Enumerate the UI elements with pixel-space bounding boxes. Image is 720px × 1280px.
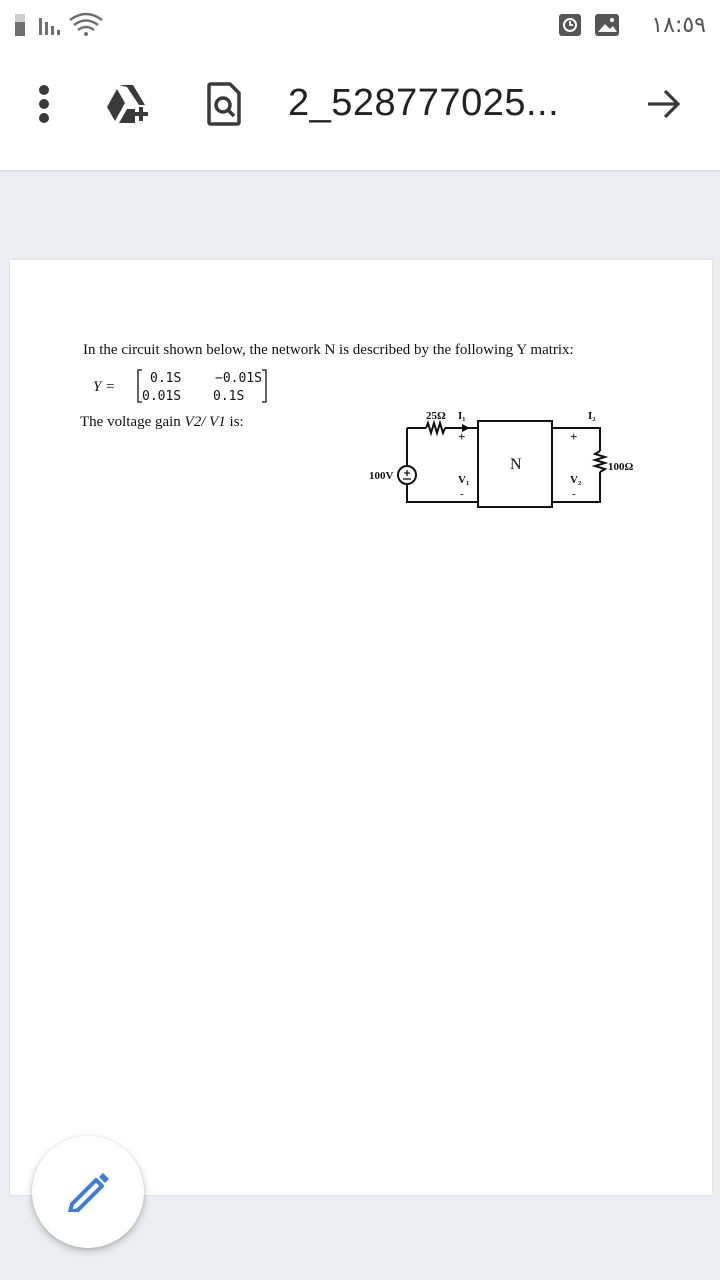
- network-label: N: [510, 456, 522, 473]
- matrix-r1c1: 0.1S: [150, 371, 182, 386]
- matrix-r1c2: −0.01S: [215, 371, 262, 386]
- v1-minus: -: [460, 488, 464, 500]
- v2-minus: -: [572, 488, 576, 500]
- v1-label: V₁: [458, 474, 470, 486]
- series-resistor: [426, 423, 445, 433]
- matrix-r2c1: 0.01S: [142, 389, 182, 404]
- question-line-2-suffix: is:: [225, 414, 244, 430]
- status-right: [557, 10, 706, 40]
- clock: ١٨:٥٩: [651, 12, 706, 38]
- load-resistor-label: 100Ω: [608, 461, 634, 473]
- source-label: 100V: [369, 470, 394, 482]
- battery-icon: [15, 14, 25, 36]
- matrix-label: Y =: [93, 379, 116, 395]
- status-left: [14, 10, 114, 40]
- question-line-2: [80, 414, 244, 431]
- question-line-1: In the circuit shown below, the network N is described by the following Y matrix:: [83, 342, 574, 358]
- voltage-gain-expr: V2/ V1: [184, 414, 226, 430]
- find-in-page-icon[interactable]: [206, 82, 242, 131]
- circuit-diagram: [360, 405, 650, 515]
- v1-plus: +: [458, 429, 466, 444]
- status-bar: [0, 0, 720, 50]
- y-matrix: [93, 366, 273, 406]
- alarm-icon: [559, 14, 581, 36]
- add-to-drive-icon[interactable]: [105, 83, 153, 130]
- series-resistor-label: 25Ω: [426, 410, 446, 422]
- edit-fab-button[interactable]: [32, 1136, 144, 1248]
- question-line-2-prefix: The voltage gain: [80, 414, 185, 430]
- current-i1-label: I₁: [458, 410, 466, 422]
- arrow-forward-icon[interactable]: [646, 86, 682, 127]
- v2-plus: +: [570, 429, 578, 444]
- image-notification-icon: [595, 14, 619, 36]
- current-i2-label: I₂: [588, 410, 596, 422]
- document-page: [10, 260, 712, 1195]
- signal-icon: [39, 18, 60, 35]
- more-vert-icon[interactable]: [32, 84, 56, 129]
- matrix-r2c2: 0.1S: [213, 389, 245, 404]
- v2-label: V₂: [570, 474, 582, 486]
- toolbar: [0, 50, 720, 171]
- wifi-icon: [70, 14, 102, 36]
- document-title: 2_528777025...: [288, 82, 560, 124]
- load-resistor: [595, 451, 605, 472]
- edit-pencil-icon: [66, 1172, 110, 1212]
